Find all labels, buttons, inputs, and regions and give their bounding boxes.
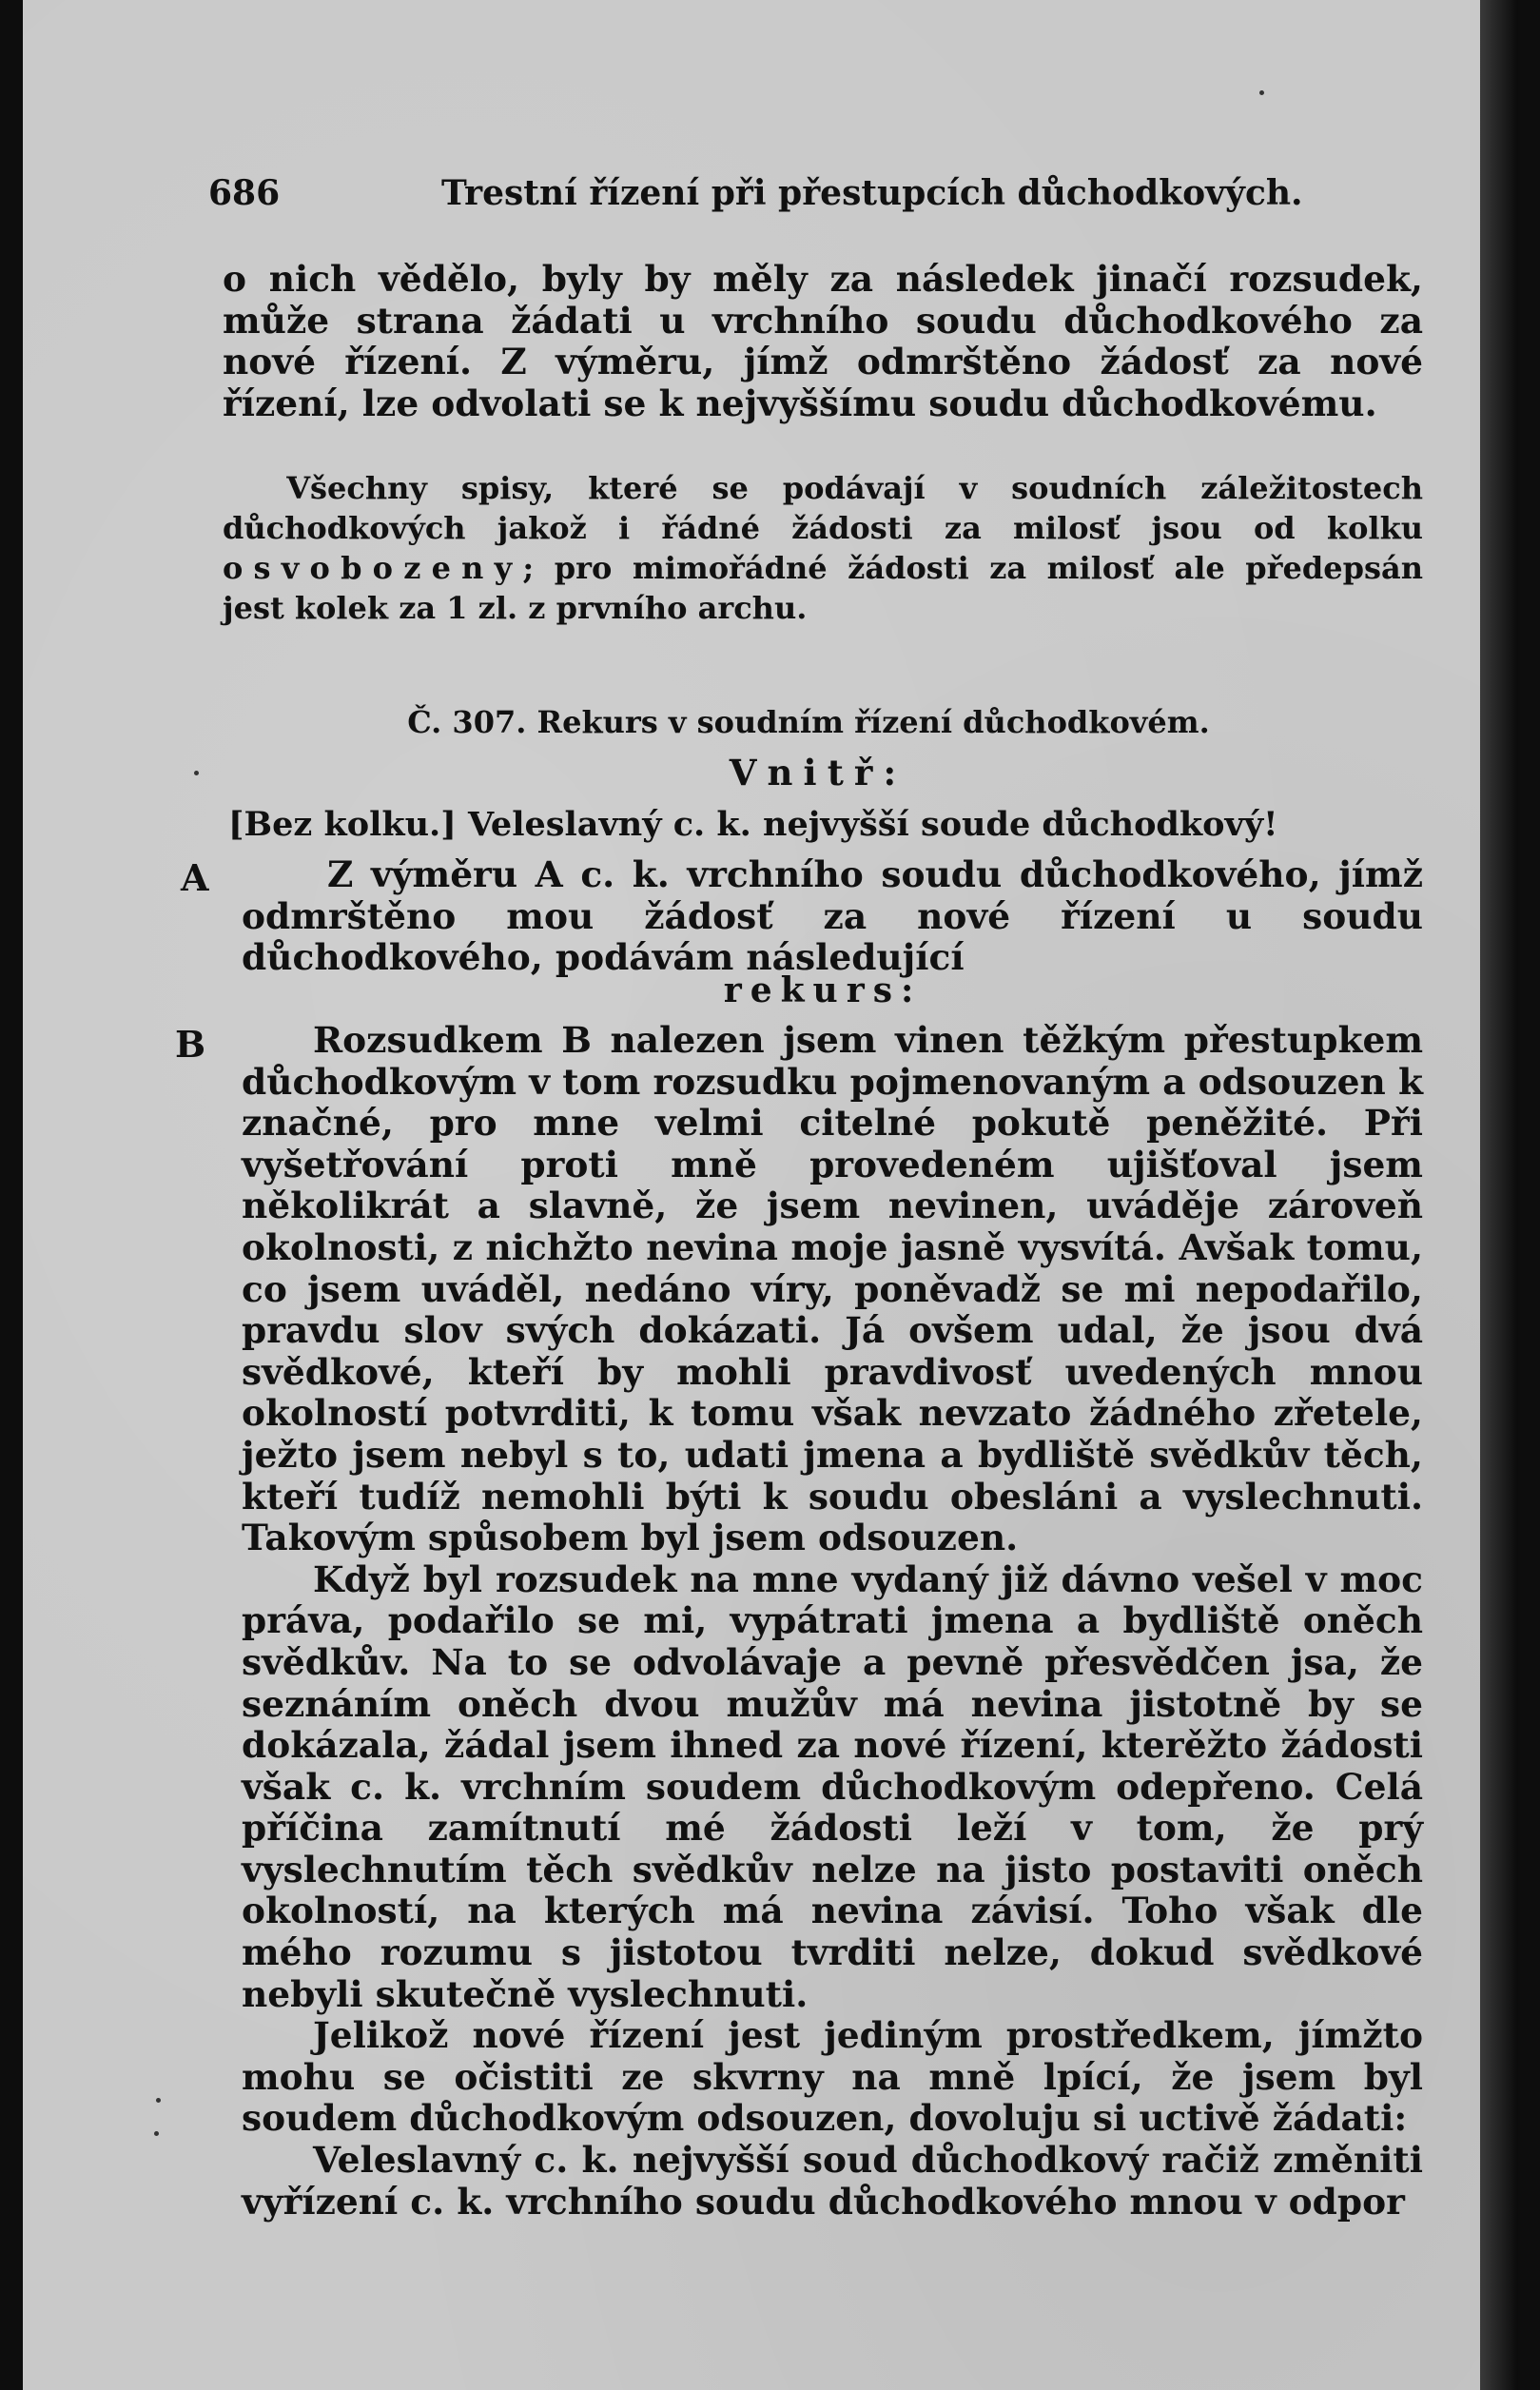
page-number: 686 [208, 173, 281, 213]
stamp-note-paragraph [223, 468, 1423, 628]
page-edge-shadow [1480, 0, 1518, 2390]
rekurs-intro [242, 854, 1423, 979]
rekurs-heading: rekurs: [723, 970, 923, 1010]
rekurs-body [242, 1020, 1423, 2223]
margin-mark-a: A [181, 856, 209, 899]
running-title: Trestní řízení při přestupcích důchodkových. [441, 173, 1303, 213]
intro-text [223, 259, 1423, 424]
book-page [23, 0, 1518, 2390]
body-paragraph-1: Rozsudkem B nalezen jsem vinen těžkým přestupkem důchodkovým v tom rozsudku pojmenovaným a odsouzen k značné, pro mne velmi citelné pokutě peněžité. Při vyšetřování proti mně provedeném ujišťoval jsem několikrát a slavně, že jsem nevinen, uváděje zároveň okolnosti, z nichžto nevina moje jasně vysvítá. Avšak tomu, co jsem uváděl, nedáno víry, poněvadž se mi nepodařilo, pravdu slov svých dokázati. Já ovšem udal, že jsou dvá svědkové, kteří by mohli pravdivosť uvedených mnou okolností potvrditi, k tomu však nevzato žádného zřetele, ježto jsem nebyl s to, udati jmena a bydliště svědkův těch, kteří tudíž nemohli býti k soudu obesláni a vyslechnuti. Takovým spůsobem byl jsem odsouzen. [242, 1019, 1423, 1559]
body-paragraph-2: Když byl rozsudek na mne vydaný již dávno vešel v moc práva, podařilo se mi, vypátrati jmena a bydliště oněch svědkův. Na to se odvolávaje a pevně přesvědčen jsa, že seznáním oněch dvou mužův má nevina jistotně by se dokázala, žádal jsem ihned za nové řízení, kterěžto žádosti však c. k. vrchním soudem důchodkovým odepřeno. Celá příčina zamítnutí mé žádosti leží v tom, že prý vyslechnutím těch svědkův nelze na jisto postaviti oněch okolností, na kterých má nevina závisí. Toho však dle mého rozumu s jistotou tvrditi nelze, dokud svědkové nebyli skutečně vyslechnuti. [242, 1557, 1423, 2015]
intro-paragraph: o nich vědělo, byly by měly za následek jinačí rozsudek, může strana žádati u vrchního soudu důchodkového za nové řízení. Z výměru, jímž odmrštěno žádosť za nové řízení, lze odvolati se k nejvyššímu soudu důchodkovému. [223, 258, 1423, 424]
ink-speck [156, 2098, 161, 2103]
ink-speck [154, 2131, 159, 2136]
section-vnitr: Vnitř: [729, 752, 907, 793]
page-header [208, 173, 1435, 221]
stamp-note-part2: ; pro mimořádné žádosti za milosť ale předepsán jest kolek za 1 zl. z prvního archu. [223, 550, 1423, 626]
stamp-note [223, 468, 1423, 628]
addressee-line: [Bez kolku.] Veleslavný c. k. nejvyšší soude důchodkový! [228, 805, 1278, 844]
margin-mark-b: B [175, 1023, 206, 1066]
body-paragraph-4: Veleslavný c. k. nejvyšší soud důchodkový račiž změniti vyřízení c. k. vrchního soudu důchodkového mnou v odpor [242, 2139, 1423, 2223]
stamp-note-spaced: osvobozeny [223, 550, 523, 586]
section-title: Č. 307. Rekurs v soudním řízení důchodkovém. [407, 704, 1210, 740]
stamp-note-part1: Všechny spisy, které se podávají v soudních záležitostech důchodkových jakož i řádné žádosti za milosť jsou od kolku [223, 470, 1423, 546]
body-paragraph-3: Jelikož nové řízení jest jediným prostředkem, jímžto mohu se očistiti ze skvrny na mně lpící, že jsem byl soudem důchodkovým odsouzen, dovoluju si uctivě žádati: [242, 2014, 1423, 2140]
ink-speck [1259, 90, 1264, 95]
ink-speck [194, 771, 199, 775]
rekurs-intro-paragraph: Z výměru A c. k. vrchního soudu důchodkového, jímž odmrštěno mou žádosť za nové řízení u soudu důchodkového, podávám následující [242, 853, 1423, 978]
